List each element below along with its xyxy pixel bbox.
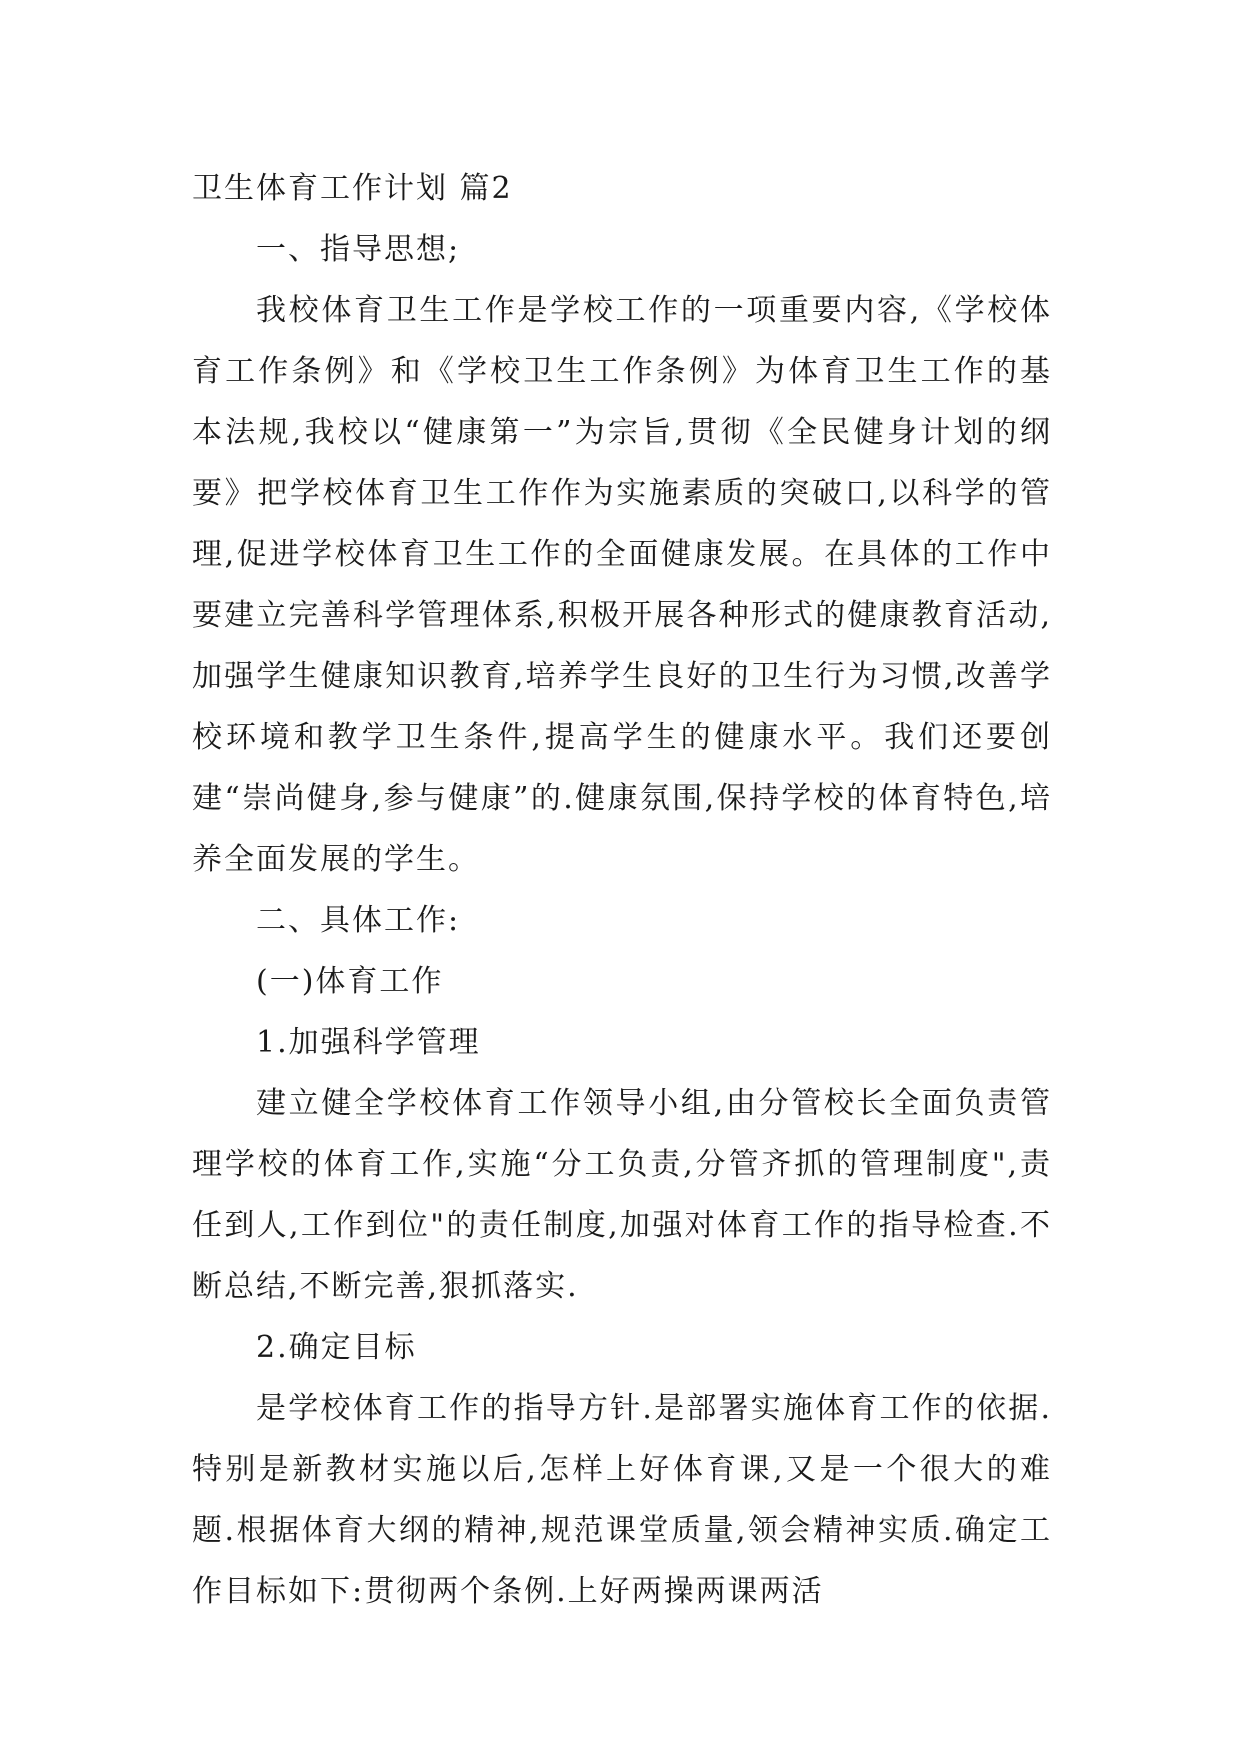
item-heading-goals: 2.确定目标 — [256, 1330, 417, 1365]
document-title: 卫生体育工作计划 篇2 — [192, 171, 513, 206]
section-heading-guiding-ideology: 一、指导思想; — [256, 232, 461, 267]
paragraph-guiding-ideology: 我校体育卫生工作是学校工作的一项重要内容,《学校体育工作条例》和《学校卫生工作条例》为体育卫生工作的基本法规,我校以“健康第一”为宗旨,贯彻《全民健身计划的纲要》把学校体育卫生工作作为实施素质的突破口,以科学的管理,促进学校体育卫生工作的全面健康发展。在具体的工作中要建立完善科学管理体系,积极开展各种形式的健康教育活动,加强学生健康知识教育,培养学生良好的卫生行为习惯,改善学校环境和教学卫生条件,提高学生的健康水平。我们还要创建“崇尚健身,参与健康”的.健康氛围,保持学校的体育特色,培养全面发展的学生。 — [192, 293, 1052, 877]
subsection-heading-pe-work: (一)体育工作 — [256, 964, 444, 999]
section-heading-specific-work: 二、具体工作: — [256, 903, 461, 938]
document-body — [192, 158, 1052, 1622]
paragraph-management: 建立健全学校体育工作领导小组,由分管校长全面负责管理学校的体育工作,实施“分工负责,分管齐抓的管理制度",责任到人,工作到位"的责任制度,加强对体育工作的指导检查.不断总结,不断完善,狠抓落实. — [192, 1086, 1052, 1304]
paragraph-goals: 是学校体育工作的指导方针.是部署实施体育工作的依据.特别是新教材实施以后,怎样上好体育课,又是一个很大的难题.根据体育大纲的精神,规范课堂质量,领会精神实质.确定工作目标如下:贯彻两个条例.上好两操两课两活 — [192, 1391, 1052, 1609]
item-heading-management: 1.加强科学管理 — [256, 1025, 481, 1060]
